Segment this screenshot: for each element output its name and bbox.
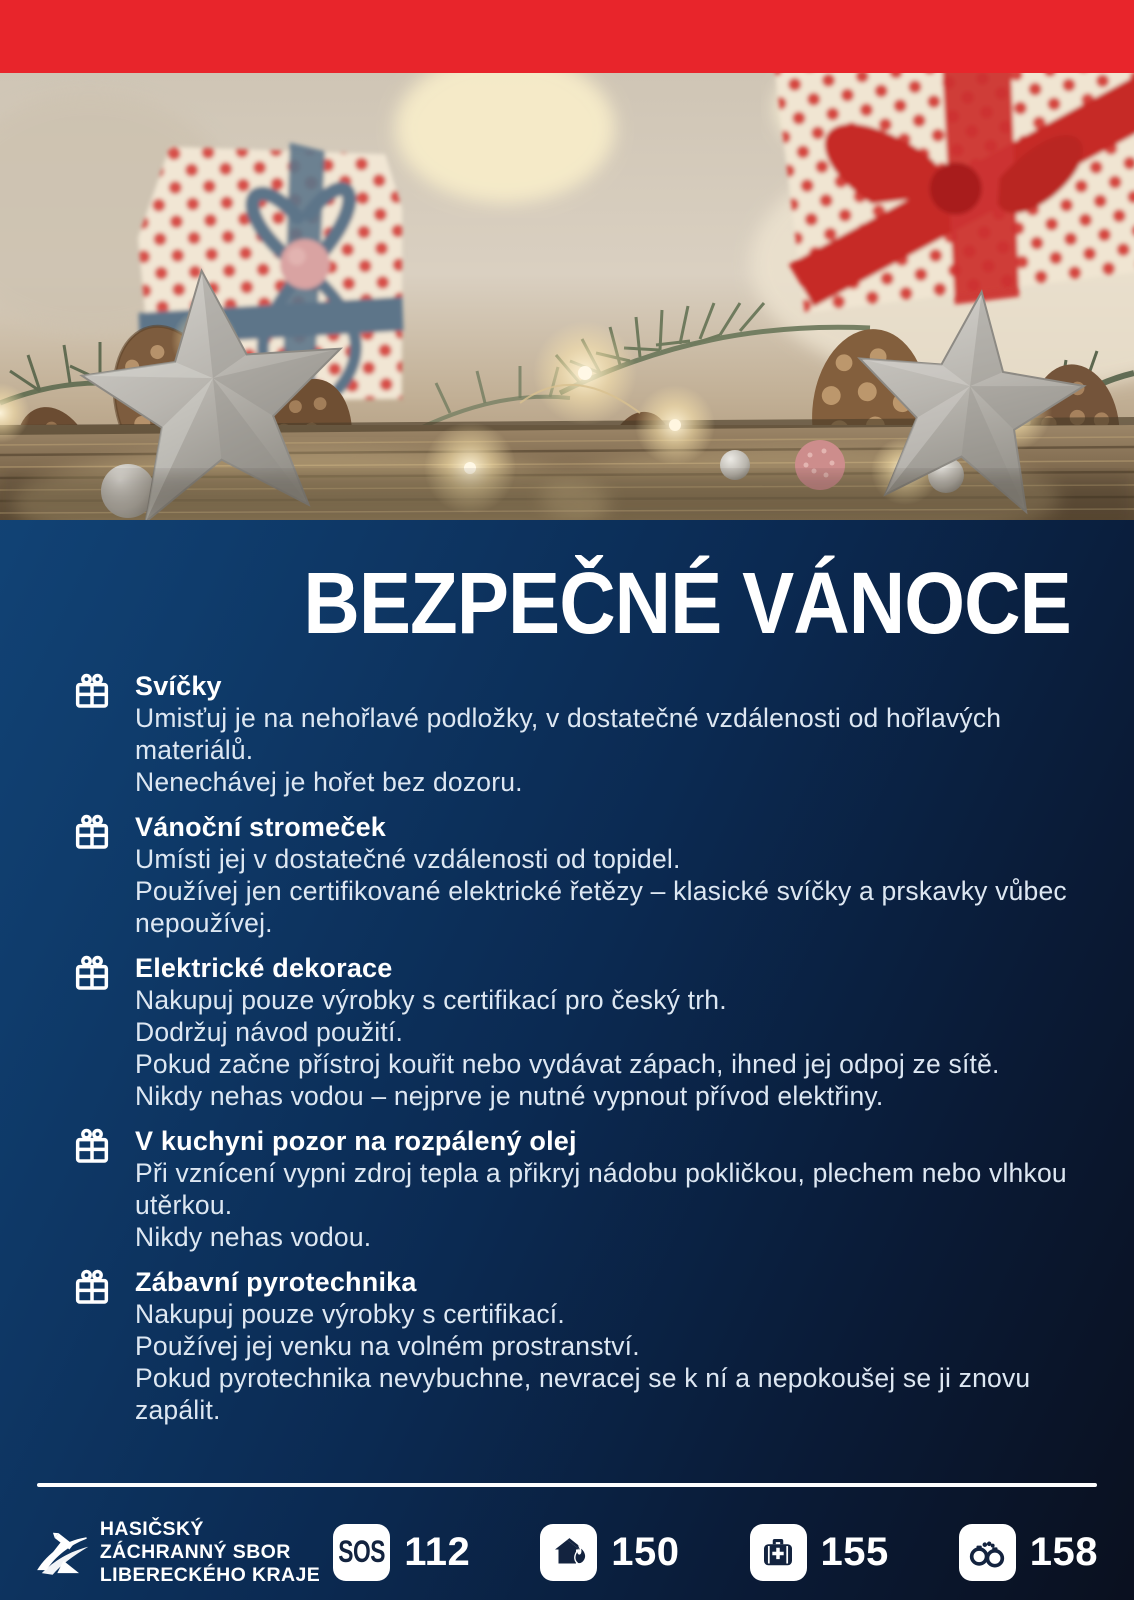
top-red-bar (0, 0, 1134, 73)
tip-candles (72, 670, 1100, 798)
tip-heading: Elektrické dekorace (135, 953, 393, 983)
fire-rescue-logo (34, 1518, 333, 1587)
burning-house-icon (540, 1524, 597, 1581)
tip-heading: Zábavní pyrotechnika (135, 1267, 417, 1297)
org-name (100, 1518, 333, 1587)
emergency-155 (750, 1524, 889, 1581)
footer-divider (37, 1483, 1097, 1487)
gift-icon (72, 1125, 135, 1167)
tip-heading: Vánoční stromeček (135, 812, 387, 842)
gift-icon (72, 670, 135, 712)
tip-line: Nikdy nehas vodou – nejprve je nutné vypnout přívod elektřiny. (135, 1081, 884, 1111)
christmas-photo (0, 73, 1134, 520)
tip-heading: Svíčky (135, 671, 222, 701)
emergency-150 (540, 1524, 679, 1581)
tips-list (0, 670, 1134, 1426)
christmas-photo-illustration (0, 73, 1134, 520)
tip-line: Dodržuj návod použití. (135, 1017, 404, 1047)
tip-heading: V kuchyni pozor na rozpálený olej (135, 1126, 577, 1156)
tip-line: Používej jej venku na volném prostranství. (135, 1331, 640, 1361)
gift-icon (72, 811, 135, 853)
tip-line: Používej jen certifikované elektrické řetězy – klasické svíčky a prskavky vůbec nepoužívej. (135, 876, 1067, 938)
fire-rescue-emblem-icon (34, 1523, 90, 1583)
tip-line: Nakupuj pouze výrobky s certifikací. (135, 1299, 565, 1329)
gift-icon (72, 952, 135, 994)
org-name-line1: HASIČSKÝ ZÁCHRANNÝ SBOR (99, 1518, 291, 1563)
gift-icon (72, 1266, 135, 1308)
tip-line: Nikdy nehas vodou. (135, 1222, 372, 1252)
emergency-number: 158 (1029, 1530, 1098, 1574)
tip-line: Umísti jej v dostatečné vzdálenosti od topidel. (135, 844, 681, 874)
tip-line: Pokud začne přístroj kouřit nebo vydávat zápach, ihned jej odpoj ze sítě. (135, 1049, 1000, 1079)
emergency-number: 112 (404, 1530, 471, 1574)
emergency-112 (333, 1524, 470, 1581)
tip-line: Umisťuj je na nehořlavé podložky, v dostatečné vzdálenosti od hořlavých materiálů. (135, 703, 1002, 765)
emergency-number: 150 (611, 1530, 680, 1574)
org-name-line2: LIBERECKÉHO KRAJE (99, 1564, 321, 1586)
safety-tips-panel (0, 520, 1134, 1600)
emergency-numbers (333, 1524, 1098, 1581)
tip-line: Nakupuj pouze výrobky s certifikací pro český trh. (135, 985, 727, 1015)
page-title: BEZPEČNÉ VÁNOCE (303, 554, 1071, 652)
emergency-number: 155 (820, 1530, 889, 1574)
tip-line: Pokud pyrotechnika nevybuchne, nevracej se k ní a nepokoušej se ji znovu zapálit. (135, 1363, 1031, 1425)
sos-label: SOS (338, 1534, 386, 1570)
emergency-158 (959, 1524, 1098, 1581)
tip-line: Nenechávej je hořet bez dozoru. (135, 767, 523, 797)
sos-badge-icon (333, 1524, 390, 1581)
tip-kitchen-oil (72, 1125, 1100, 1253)
tip-line: Při vznícení vypni zdroj tepla a přikryj nádobu pokličkou, plechem nebo vlhkou utěrkou. (135, 1158, 1067, 1220)
tip-christmas-tree (72, 811, 1100, 939)
tip-fireworks (72, 1266, 1100, 1426)
footer (0, 1505, 1134, 1600)
handcuffs-icon (959, 1524, 1016, 1581)
tip-electric-decorations (72, 952, 1100, 1112)
first-aid-kit-icon (750, 1524, 807, 1581)
